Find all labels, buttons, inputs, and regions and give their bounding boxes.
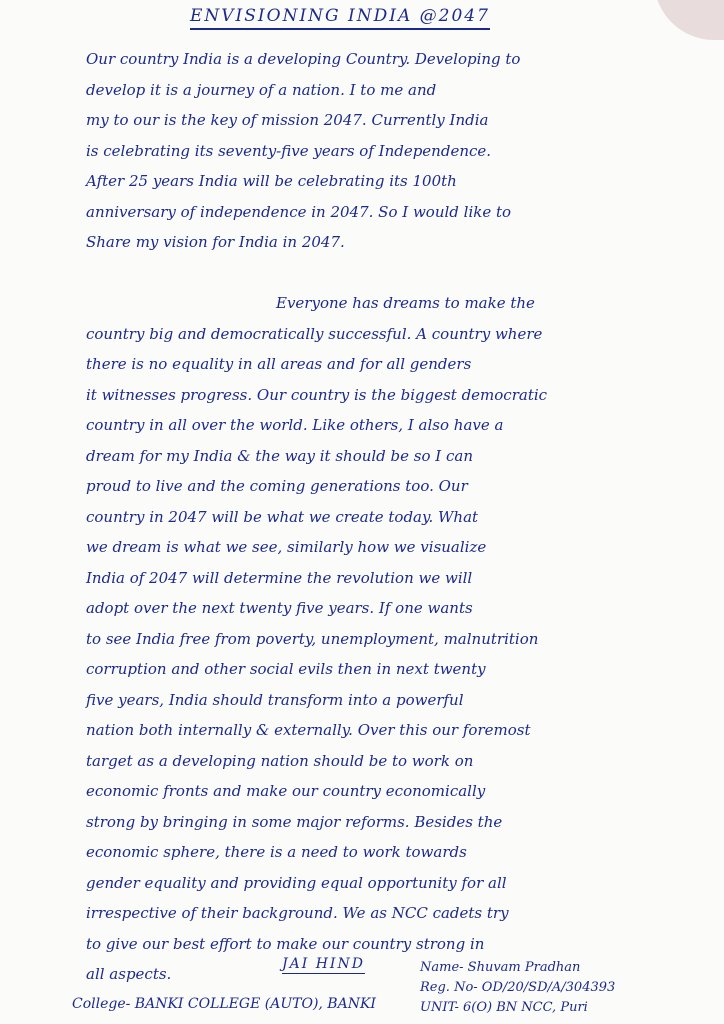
text-line: is celebrating its seventy-five years of Independence. [86, 141, 492, 160]
text-line: it witnesses progress. Our country is the biggest democratic [86, 385, 548, 404]
text-line: to give our best effort to make our country strong in [86, 934, 485, 953]
text-line: economic sphere, there is a need to work towards [86, 843, 467, 861]
text-line: we dream is what we see, similarly how we visualize [86, 538, 487, 556]
author-name: Name- Shuvam Pradhan [420, 960, 581, 975]
text-line: target as a developing nation should be to work on [86, 751, 474, 770]
text-line: Everyone has dreams to make the [276, 294, 535, 312]
text-line: there is no equality in all areas and for all genders [86, 355, 472, 373]
registration-number: Reg. No- OD/20/SD/A/304393 [420, 980, 616, 995]
text-line: proud to live and the coming generations too. Our [86, 477, 468, 495]
text-line: nation both internally & externally. Over this our foremost [86, 721, 531, 739]
essay-body [86, 44, 646, 990]
text-line: Share my vision for India in 2047. [86, 233, 345, 251]
page-corner-shadow [654, 0, 724, 40]
text-line: country big and democratically successful. A country where [86, 324, 543, 343]
text-line: anniversary of independence in 2047. So I would like to [86, 202, 512, 221]
text-line: my to our is the key of mission 2047. Currently India [86, 111, 489, 129]
text-line: strong by bringing in some major reforms. Besides the [86, 812, 503, 831]
text-line: five years, India should transform into a powerful [86, 690, 464, 709]
text-line: Our country India is a developing Country. Developing to [86, 50, 521, 68]
text-line: irrespective of their background. We as NCC cadets try [86, 904, 509, 922]
text-line: economic fronts and make our country economically [86, 782, 486, 800]
unit-name: UNIT- 6(O) BN NCC, Puri [420, 1000, 588, 1015]
text-line: all aspects. [86, 965, 172, 983]
text-line: to see India free from poverty, unemployment, malnutrition [86, 629, 539, 648]
text-line: corruption and other social evils then in next twenty [86, 660, 486, 678]
author-details [420, 958, 615, 1018]
essay-title: ENVISIONING INDIA @2047 [190, 6, 490, 30]
text-line: dream for my India & the way it should be so I can [86, 446, 473, 465]
text-line: gender equality and providing equal opportunity for all [86, 873, 507, 892]
text-line: country in all over the world. Like others, I also have a [86, 416, 504, 434]
text-line: develop it is a journey of a nation. I to me and [86, 80, 437, 99]
text-line: India of 2047 will determine the revolution we will [86, 568, 473, 587]
text-line: adopt over the next twenty five years. If one wants [86, 599, 473, 617]
text-line: country in 2047 will be what we create today. What [86, 507, 479, 526]
college-name: College- BANKI COLLEGE (AUTO), BANKI [72, 996, 376, 1012]
closing-salutation: JAI HIND [282, 956, 365, 972]
blank-line [86, 258, 646, 289]
text-line: After 25 years India will be celebrating its 100th [86, 172, 457, 190]
